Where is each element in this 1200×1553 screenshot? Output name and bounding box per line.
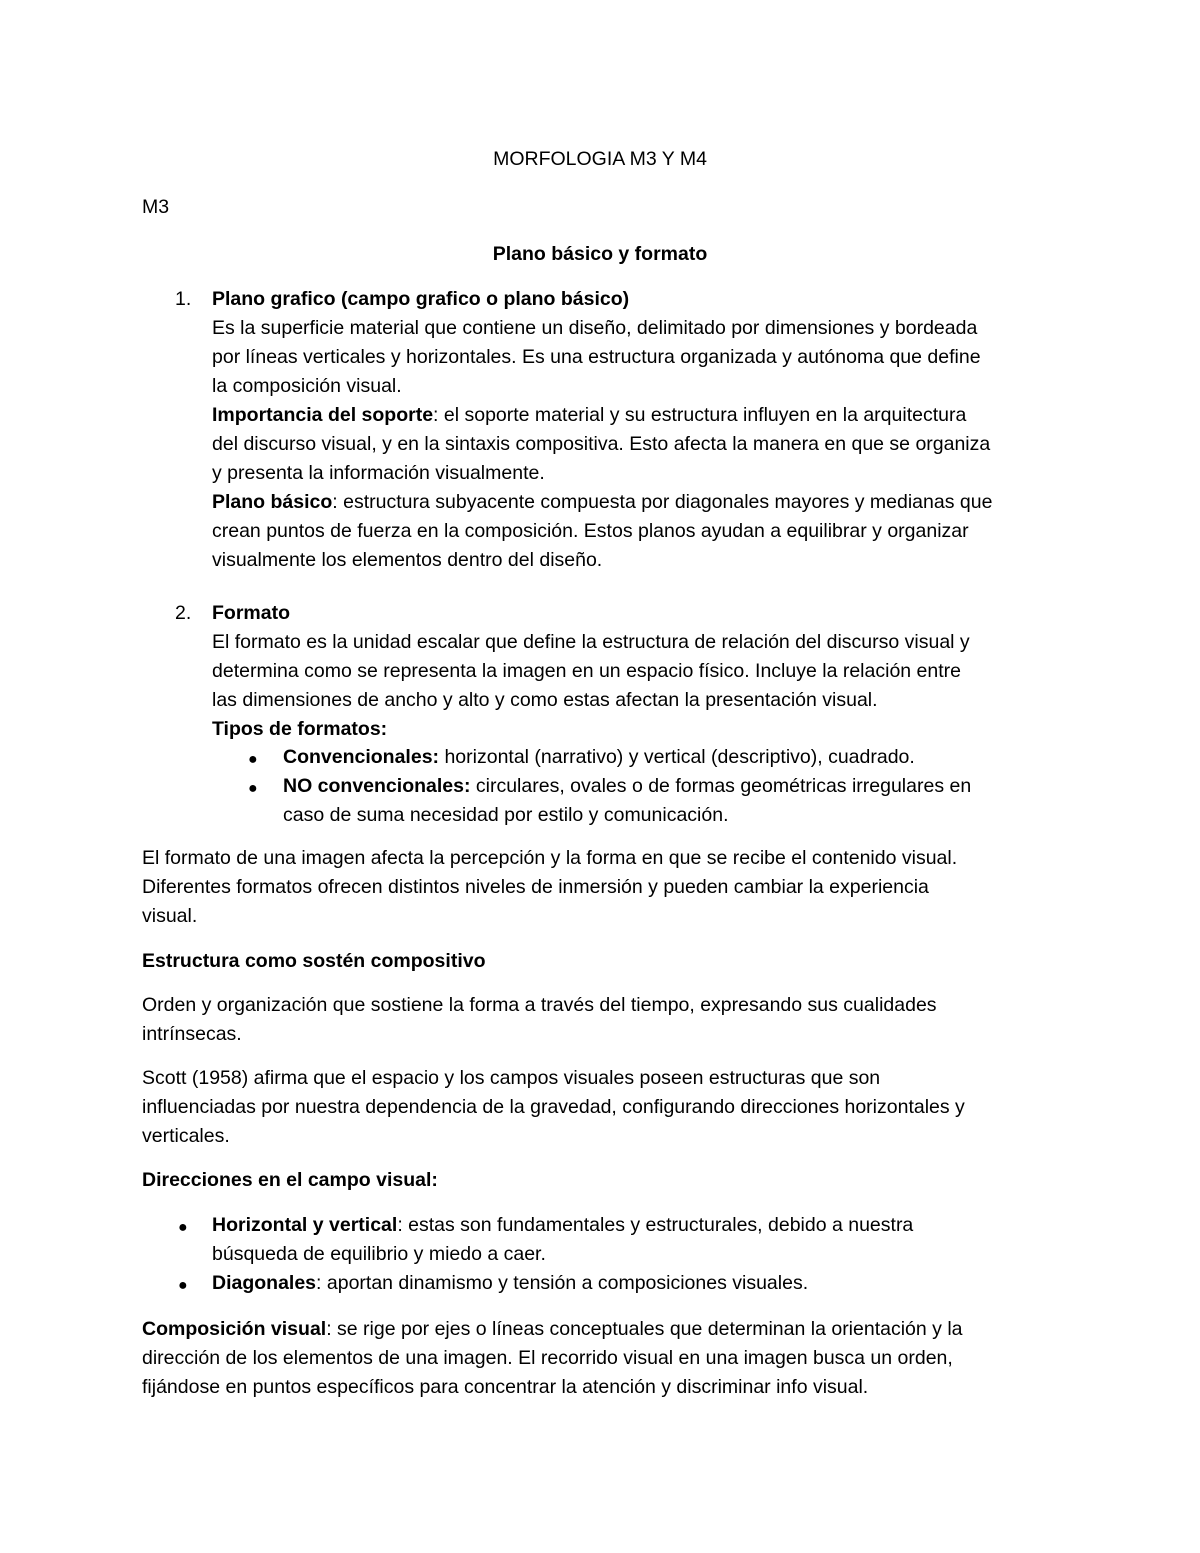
tipo-bullet-label: NO convencionales:: [283, 775, 471, 797]
paragraph-line: fijándose en puntos específicos para concentrar la atención y discriminar info visual.: [142, 1376, 869, 1398]
item1-heading: Plano grafico (campo grafico o plano básico): [212, 288, 630, 310]
paragraph-line: visual.: [142, 905, 198, 927]
item2-p-line: determina como se representa la imagen en un espacio físico. Incluye la relación entre: [212, 660, 961, 682]
tipo-bullet-line: caso de suma necesidad por estilo y comunicación.: [283, 804, 729, 826]
paragraph-line: El formato de una imagen afecta la percepción y la forma en que se recibe el contenido visual.: [142, 847, 958, 869]
direccion-bullet-line: [212, 1211, 1072, 1240]
paragraph-line: intrínsecas.: [142, 1023, 242, 1045]
tipo-bullet-2: [283, 772, 1073, 830]
item2-heading: Formato: [212, 602, 290, 624]
direccion-bullet-label: Horizontal y vertical: [212, 1214, 398, 1236]
tipos-heading: Tipos de formatos:: [212, 718, 388, 740]
bullet-icon: ●: [178, 1219, 188, 1236]
item2-block: [212, 599, 1072, 744]
tipo-bullet-line: [283, 743, 1073, 772]
composicion-label: Composición visual: [142, 1318, 327, 1340]
tipo-bullet-text: circulares, ovales o de formas geométricas irregulares en: [470, 775, 972, 797]
importancia-line: y presenta la información visualmente.: [212, 462, 545, 484]
item1-p1-line: la composición visual.: [212, 375, 402, 397]
direccion-bullet-label: Diagonales: [212, 1272, 317, 1294]
item1-p1-line: Es la superficie material que contiene un diseño, delimitado por dimensiones y bordeada: [212, 317, 978, 339]
paragraph-line: verticales.: [142, 1125, 230, 1147]
direccion-bullet-1: [212, 1211, 1072, 1269]
bullet-icon: ●: [248, 780, 258, 797]
direccion-bullet-line: búsqueda de equilibrio y miedo a caer.: [212, 1243, 546, 1265]
item2-p-line: las dimensiones de ancho y alto y como estas afectan la presentación visual.: [212, 689, 878, 711]
section-label: M3: [142, 196, 170, 218]
plano-label: Plano básico: [212, 491, 333, 513]
direccion-bullet-line: [212, 1269, 1072, 1298]
item1-p1-line: por líneas verticales y horizontales. Es una estructura organizada y autónoma que define: [212, 346, 981, 368]
section-subtitle: Plano básico y formato: [492, 243, 708, 265]
list-number-2: 2.: [175, 602, 192, 624]
paragraph-line: influenciadas por nuestra dependencia de la gravedad, configurando direcciones horizontales y: [142, 1096, 965, 1118]
importancia-line: [212, 401, 1072, 430]
direccion-bullet-2: [212, 1269, 1072, 1298]
direccion-bullet-text: : estas son fundamentales y estructurales, debido a nuestra: [397, 1214, 914, 1236]
plano-text: : estructura subyacente compuesta por diagonales mayores y medianas que: [332, 491, 993, 513]
document-title: MORFOLOGIA M3 Y M4: [493, 148, 707, 170]
tipo-bullet-line: [283, 772, 1073, 801]
importancia-text: : el soporte material y su estructura influyen en la arquitectura: [433, 404, 967, 426]
paragraph-line: Diferentes formatos ofrecen distintos niveles de inmersión y pueden cambiar la experiencia: [142, 876, 929, 898]
composicion-paragraph: [142, 1315, 1062, 1402]
list-number-1: 1.: [175, 288, 192, 310]
direcciones-heading: Direcciones en el campo visual:: [142, 1169, 438, 1191]
importancia-line: del discurso visual, y en la sintaxis compositiva. Esto afecta la manera en que se organiza: [212, 433, 991, 455]
direccion-bullet-text: : aportan dinamismo y tensión a composiciones visuales.: [316, 1272, 809, 1294]
tipo-bullet-text: horizontal (narrativo) y vertical (descriptivo), cuadrado.: [439, 746, 915, 768]
tipo-bullet-label: Convencionales:: [283, 746, 440, 768]
formato-paragraph: [142, 844, 1062, 931]
paragraph-line: Orden y organización que sostiene la forma a través del tiempo, expresando sus cualidades: [142, 994, 937, 1016]
plano-line: crean puntos de fuerza en la composición. Estos planos ayudan a equilibrar y organizar: [212, 520, 969, 542]
paragraph-line: [142, 1315, 1062, 1344]
tipo-bullet-1: [283, 743, 1073, 772]
paragraph-line: Scott (1958) afirma que el espacio y los campos visuales poseen estructuras que son: [142, 1067, 881, 1089]
importancia-label: Importancia del soporte: [212, 404, 434, 426]
orden-paragraph: [142, 991, 1062, 1049]
bullet-icon: ●: [178, 1277, 188, 1294]
paragraph-line: dirección de los elementos de una imagen. El recorrido visual en una imagen busca un orden,: [142, 1347, 953, 1369]
plano-line: visualmente los elementos dentro del diseño.: [212, 549, 603, 571]
item1-block: [212, 285, 1072, 575]
scott-paragraph: [142, 1064, 1062, 1151]
bullet-icon: ●: [248, 751, 258, 768]
item2-p-line: El formato es la unidad escalar que define la estructura de relación del discurso visual y: [212, 631, 970, 653]
estructura-heading: Estructura como sostén compositivo: [142, 950, 486, 972]
plano-line: [212, 488, 1072, 517]
composicion-text: : se rige por ejes o líneas conceptuales que determinan la orientación y la: [326, 1318, 963, 1340]
